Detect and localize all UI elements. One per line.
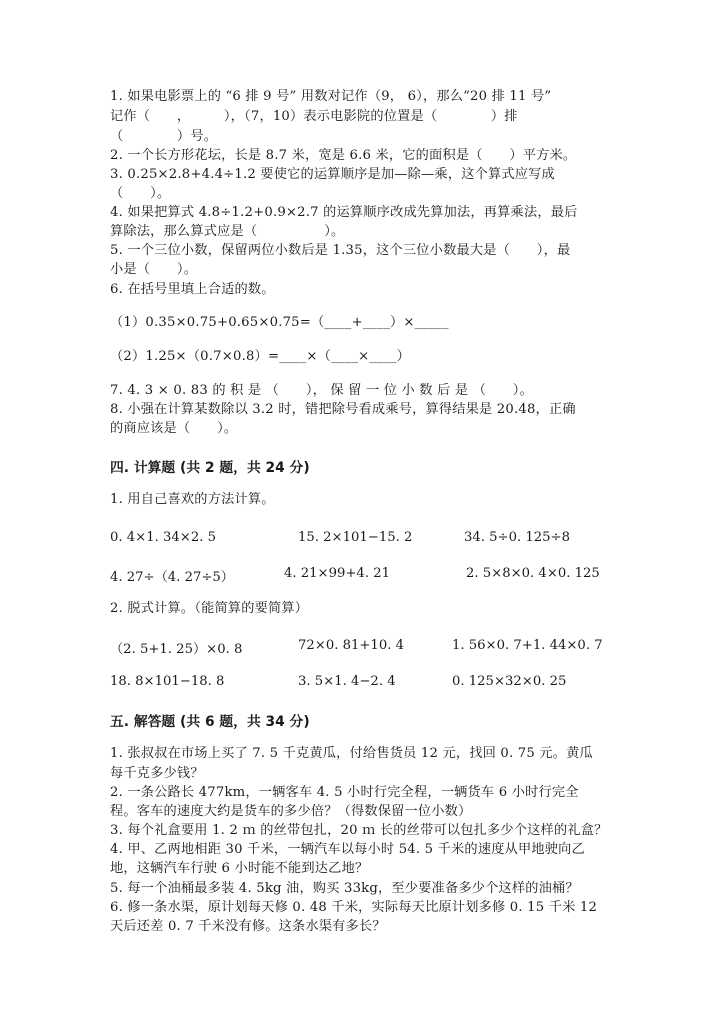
q5-line2: 小是（ ）。 bbox=[110, 262, 198, 277]
q5-line1: 5. 一个三位小数，保留两位小数后是 1.35，这个三位小数最大是（ ），最 bbox=[110, 243, 571, 258]
q6-sub2: （2）1.25×（0.7×0.8）=____×（____×____） bbox=[110, 349, 410, 364]
calc-item: 0. 4×1. 34×2. 5 bbox=[110, 530, 216, 545]
q3-line2: （ ）。 bbox=[110, 186, 171, 201]
calc-item: 2. 5×8×0. 4×0. 125 bbox=[466, 566, 600, 581]
calc-item: 1. 56×0. 7+1. 44×0. 7 bbox=[452, 638, 603, 653]
p4-q1-title: 1. 用自己喜欢的方法计算。 bbox=[110, 492, 275, 507]
calc-item: 4. 21×99+4. 21 bbox=[284, 566, 390, 581]
p5-q1-line2: 每千克多少钱？ bbox=[110, 766, 204, 781]
q6-sub1: （1）0.35×0.75+0.65×0.75=（____+____）×_____ bbox=[110, 315, 449, 330]
q3-line1: 3. 0.25×2.8+4.4÷1.2 要使它的运算顺序是加—除—乘，这个算式应写成 bbox=[110, 167, 555, 182]
p5-q4-line2: 地，这辆汽车行驶 6 小时能不能到达乙地？ bbox=[110, 861, 369, 876]
q6-title: 6. 在括号里填上合适的数。 bbox=[110, 282, 275, 297]
q1-line1: 1. 如果电影票上的 “6 排 9 号” 用数对记作（9， 6），那么“20 排 11 号” bbox=[110, 89, 552, 104]
calc-item: 15. 2×101−15. 2 bbox=[298, 530, 413, 545]
p5-q6-line1: 6. 修一条水渠，原计划每天修 0. 48 千米，实际每天比原计划多修 0. 15 千米 12 bbox=[110, 900, 598, 915]
section-4-heading: 四. 计算题 (共 2 题，共 24 分) bbox=[110, 460, 310, 476]
calc-item: 18. 8×101−18. 8 bbox=[110, 674, 225, 689]
p5-q2-line1: 2. 一条公路长 477km，一辆客车 4. 5 小时行完全程，一辆货车 6 小时行完全 bbox=[110, 785, 579, 800]
calc-item: 4. 27÷（4. 27÷5） bbox=[110, 570, 234, 585]
calc-item: 34. 5÷0. 125÷8 bbox=[464, 530, 570, 545]
p5-q6-line2: 天后还差 0. 7 千米没有修。这条水渠有多长？ bbox=[110, 919, 386, 934]
p5-q3-line1: 3. 每个礼盒要用 1. 2 ｍ 的丝带包扎，20 ｍ 长的丝带可以包扎多少个这样的礼盒？ bbox=[110, 823, 608, 838]
p5-q5-line1: 5. 每一个油桶最多装 4. 5kg 油，购买 33kg，至少要准备多少个这样的油桶？ bbox=[110, 881, 579, 896]
q8-line2: 的商应该是（ ）。 bbox=[110, 421, 238, 436]
section-5-heading: 五. 解答题 (共 6 题，共 34 分) bbox=[110, 714, 310, 730]
q8-line1: 8. 小强在计算某数除以 3.2 时，错把除号看成乘号，算得结果是 20.48，正确 bbox=[110, 402, 576, 417]
p5-q4-line1: 4. 甲、乙两地相距 30 千米，一辆汽车以每小时 54. 5 千米的速度从甲地驶向乙 bbox=[110, 842, 585, 857]
p5-q2-line2: 程。客车的速度大约是货车的多少倍？（得数保留一位小数） bbox=[110, 804, 472, 819]
q4-line2: 算除法，那么算式应是（ ）。 bbox=[110, 224, 345, 239]
q1-line2: 记作（ ， ），（7，10）表示电影院的位置是（ ）排 bbox=[110, 109, 518, 124]
calc-item: 3. 5×1. 4−2. 4 bbox=[298, 674, 396, 689]
calc-item: 72×0. 81+10. 4 bbox=[298, 638, 404, 653]
p4-q2-title: 2. 脱式计算。（能简算的要简算） bbox=[110, 601, 309, 616]
q7-line1: 7. 4. 3 × 0. 83 的 积 是 （ ）， 保 留 一 位 小 数 后 是 （ ）。 bbox=[110, 383, 533, 398]
p5-q1-line1: 1. 张叔叔在市场上买了 7. 5 千克黄瓜，付给售货员 12 元，找回 0. 75 元。黄瓜 bbox=[110, 746, 593, 761]
q1-line3: （ ）号。 bbox=[110, 129, 218, 144]
calc-item: 0. 125×32×0. 25 bbox=[452, 674, 567, 689]
q4-line1: 4. 如果把算式 4.8÷1.2+0.9×2.7 的运算顺序改成先算加法，再算乘法，最后 bbox=[110, 205, 578, 220]
calc-item: （2. 5+1. 25）×0. 8 bbox=[110, 642, 243, 657]
q2-line1: 2. 一个长方形花坛，长是 8.7 米，宽是 6.6 米，它的面积是（ ）平方米。 bbox=[110, 148, 577, 163]
